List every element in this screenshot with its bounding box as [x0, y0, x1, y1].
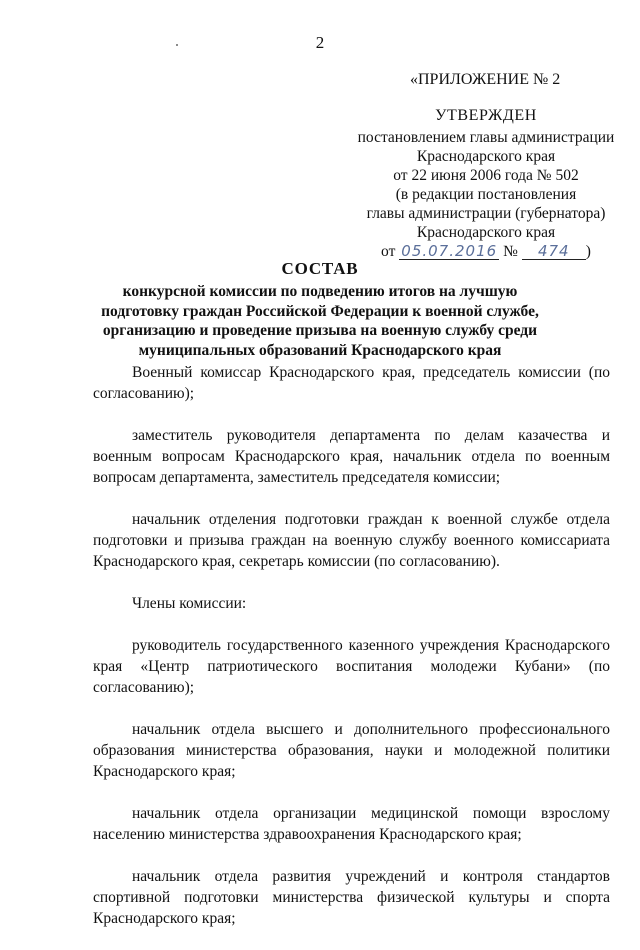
page-number: 2	[315, 33, 325, 52]
paragraph: заместитель руководителя департамента по делам казачества и военным вопросам Краснодарского края, начальник отдела по военным вопросам департамента, заместитель председателя комиссии;	[93, 427, 610, 486]
members-label: Члены комиссии:	[132, 595, 247, 612]
approval-line: Краснодарского края	[416, 148, 556, 165]
handwritten-date: 05.07.2016	[399, 243, 499, 260]
approval-line: Краснодарского края	[416, 224, 556, 241]
handwritten-number: 474	[522, 243, 586, 260]
approval-title: УТВЕРЖДЕН	[435, 107, 537, 124]
scan-speck	[176, 44, 178, 46]
paragraph: начальник отделения подготовки граждан к военной службе отдела подготовки и призыва граждан на военную службу военного комиссариата Краснодарского края, секретарь комиссии (по согласованию).	[93, 511, 610, 570]
paragraph: начальник отдела развития учреждений и контроля стандартов спортивной подготовки министерства физической культуры и спорта Краснодарского края;	[93, 868, 610, 927]
document-heading	[90, 259, 550, 360]
appendix-label: «ПРИЛОЖЕНИЕ № 2	[410, 71, 561, 88]
closing-paren: )	[585, 243, 591, 260]
approval-block	[352, 106, 620, 261]
approval-line: постановлением главы администрации	[357, 129, 615, 146]
heading-title: СОСТАВ	[281, 259, 359, 278]
approval-line: (в редакции постановления	[395, 186, 577, 203]
paragraph: начальник отдела организации медицинской помощи взрослому населению министерства здравоохранения Краснодарского края;	[93, 805, 610, 843]
document-body	[93, 362, 610, 950]
paragraph: начальник отдела высшего и дополнительного профессионального образования министерства образования, науки и молодежной политики Краснодарского края;	[93, 721, 610, 780]
approval-line: главы администрации (губернатора)	[366, 205, 606, 222]
paragraph: Военный комиссар Краснодарского края, председатель комиссии (по согласованию);	[93, 364, 610, 402]
number-sign: №	[503, 243, 518, 260]
date-prefix: от	[381, 243, 396, 260]
approval-line: от 22 июня 2006 года № 502	[393, 167, 579, 184]
paragraph: руководитель государственного казенного учреждения Краснодарского края «Центр патриотического воспитания молодежи Кубани» (по согласованию);	[93, 637, 610, 696]
heading-subtitle: конкурсной комиссии по подведению итогов на лучшую подготовку граждан Российской Федерации к военной службе, организацию и проведение призыва на военную службу среди муниципальных образований Краснодарского края	[101, 283, 539, 359]
